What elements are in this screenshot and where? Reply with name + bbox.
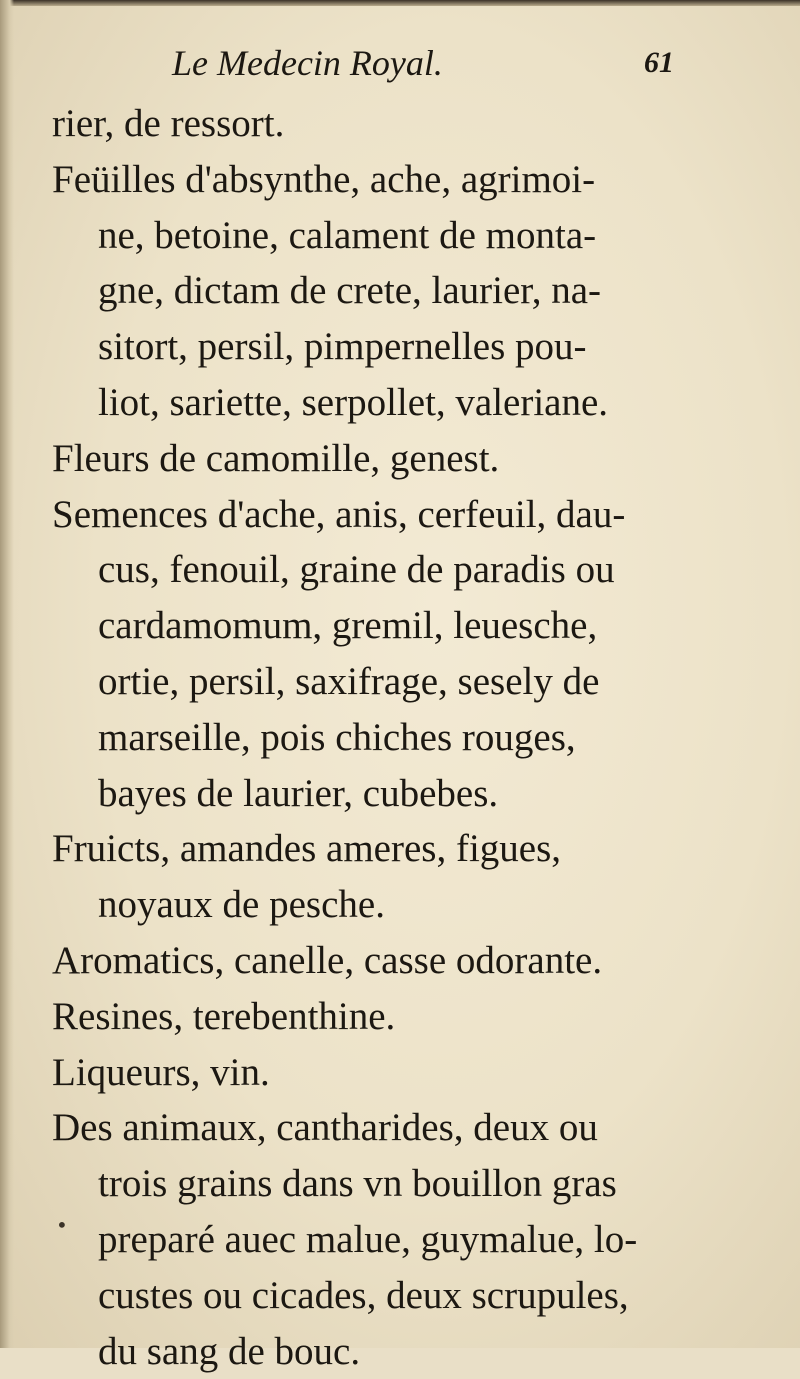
text-line: custes ou cicades, deux scrupules, xyxy=(98,1273,629,1317)
text-line: bayes de laurier, cubebes. xyxy=(98,771,499,815)
text-line: Fruicts, amandes ameres, figues, xyxy=(52,827,562,871)
text-line: Semences d'ache, anis, cerfeuil, dau- xyxy=(52,492,626,536)
text-line: ortie, persil, saxifrage, sesely de xyxy=(98,659,600,703)
page-number: 61 xyxy=(644,46,674,79)
text-line: preparé auec malue, guymalue, lo- xyxy=(98,1217,638,1261)
text-line: trois grains dans vn bouillon gras xyxy=(98,1162,617,1206)
text-line: rier, de ressort. xyxy=(52,102,285,145)
text-line: noyaux de pesche. xyxy=(98,883,385,927)
text-line: Resines, terebenthine. xyxy=(52,994,396,1038)
text-line: gne, dictam de crete, laurier, na- xyxy=(98,269,602,313)
text-line: Liqueurs, vin. xyxy=(52,1050,270,1094)
text-line: Fleurs de camomille, genest. xyxy=(52,436,500,480)
text-line: sitort, persil, pimpernelles pou- xyxy=(98,325,587,369)
text-line: du sang de bouc. xyxy=(98,1329,361,1373)
text-line: ne, betoine, calament de monta- xyxy=(98,213,597,257)
text-line: Feüilles d'absynthe, ache, agrimoi- xyxy=(52,157,596,201)
running-title: Le Medecin Royal. xyxy=(172,43,443,83)
text-line: cardamomum, gremil, leuesche, xyxy=(98,604,598,648)
text-body xyxy=(52,96,752,1379)
text-line: cus, fenouil, graine de paradis ou xyxy=(98,548,615,592)
text-line: marseille, pois chiches rouges, xyxy=(98,715,576,759)
page-header xyxy=(0,38,800,94)
page-top-edge xyxy=(0,0,800,6)
text-line: Des animaux, cantharides, deux ou xyxy=(52,1106,598,1150)
text-line: Aromatics, canelle, casse odorante. xyxy=(52,938,603,982)
page-gutter-shadow xyxy=(0,0,14,1348)
ink-dot-mark: • xyxy=(56,1213,68,1237)
text-line: liot, sariette, serpollet, valeriane. xyxy=(98,380,609,424)
